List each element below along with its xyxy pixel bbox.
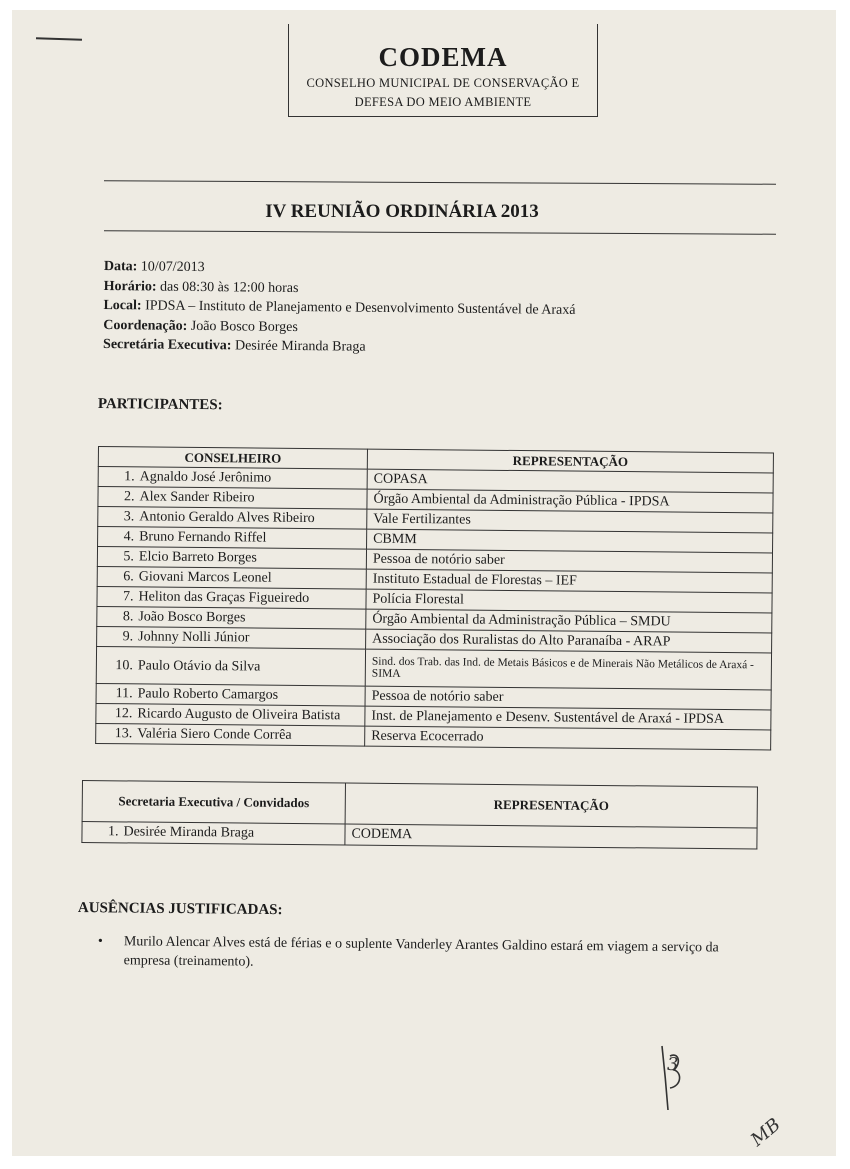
councillor-cell (97, 606, 366, 629)
row-number: 1. (107, 824, 119, 840)
participants-table (95, 446, 774, 750)
councillor-cell (97, 626, 366, 649)
row-number: 2. (123, 489, 135, 505)
representation-cell: Órgão Ambiental da Administração Pública - IPDSA (367, 489, 773, 513)
councillor-name: Paulo Otávio da Silva (137, 657, 261, 675)
guest-name: Desirée Miranda Braga (123, 824, 255, 841)
row-number: 1. (124, 469, 135, 485)
row-number: 3. (123, 509, 135, 525)
councillor-name: Giovani Marcos Leonel (138, 569, 272, 586)
representation-cell: Pessoa de notório saber (365, 686, 771, 710)
guests-table (81, 780, 758, 849)
meeting-info (103, 257, 704, 361)
councillor-cell (96, 703, 365, 726)
councillor-name: João Bosco Borges (138, 609, 246, 626)
bullet-icon: • (97, 933, 103, 950)
row-number: 10. (115, 657, 133, 673)
meeting-time: Horário: das 08:30 às 12:00 horas (103, 278, 299, 296)
councillor-cell (98, 467, 367, 490)
absence-item (98, 932, 738, 977)
representation-cell: Reserva Ecocerrado (365, 726, 771, 750)
councillor-cell (98, 487, 367, 510)
representation-cell: Vale Fertilizantes (367, 509, 773, 533)
row-number: 5. (123, 549, 135, 565)
col-header-guests-representation: REPRESENTAÇÃO (345, 783, 757, 828)
representation-cell: Sind. dos Trab. das Ind. de Metais Básicos e de Minerais Não Metálicos de Araxá - SIMA (365, 649, 771, 690)
councillor-cell (97, 586, 366, 609)
title-rule-top (104, 180, 776, 185)
row-number: 4. (123, 529, 135, 545)
councillor-cell (98, 507, 367, 530)
councillor-name: Elcio Barreto Borges (138, 549, 257, 566)
document-page (12, 10, 836, 1156)
absence-text: Murilo Alencar Alves está de férias e o suplente Vanderley Arantes Galdino estará em viagem a serviço da empresa (treinamento). (123, 934, 719, 970)
councillor-cell (98, 527, 367, 550)
councillor-cell (97, 547, 366, 570)
meeting-location: Local: IPDSA – Instituto de Planejamento e Desenvolvimento Sustentável de Araxá (103, 298, 576, 319)
header-box (288, 24, 598, 117)
participants-table-body (96, 467, 774, 750)
guest-representation-cell: CODEMA (345, 824, 757, 849)
col-header-representation: REPRESENTAÇÃO (367, 449, 773, 473)
absences-heading: AUSÊNCIAS JUSTIFICADAS: (77, 900, 283, 919)
title-rule-bottom (104, 230, 776, 235)
councillor-cell (96, 646, 365, 686)
councillor-name: Valéria Siero Conde Corrêa (137, 726, 292, 743)
row-number: 7. (122, 589, 134, 605)
meeting-date: Data: 10/07/2013 (103, 258, 205, 276)
meeting-secretary: Secretária Executiva: Desirée Miranda Braga (103, 337, 366, 356)
representation-cell: Polícia Florestal (366, 589, 772, 613)
page-title: IV REUNIÃO ORDINÁRIA 2013 (265, 201, 539, 222)
table-row (96, 646, 771, 689)
margin-mark (36, 37, 82, 40)
councillor-name: Heliton das Graças Figueiredo (138, 589, 310, 607)
participants-heading: PARTICIPANTES: (97, 396, 223, 414)
councillor-name: Johnny Nolli Júnior (138, 629, 250, 646)
row-number: 8. (122, 609, 134, 625)
representation-cell: Inst. de Planejamento e Desenv. Sustentável de Araxá - IPDSA (365, 706, 771, 730)
row-number: 13. (114, 726, 133, 742)
col-header-councillor: CONSELHEIRO (98, 447, 367, 470)
representation-cell: CBMM (367, 529, 773, 553)
row-number: 11. (115, 686, 133, 702)
councillor-name: Ricardo Augusto de Oliveira Batista (137, 706, 341, 724)
councillor-name: Bruno Fernando Riffel (139, 529, 267, 546)
councillor-name: Agnaldo José Jerônimo (139, 469, 272, 486)
row-number: 9. (122, 629, 134, 645)
councillor-name: Alex Sander Ribeiro (139, 489, 255, 506)
representation-cell: Órgão Ambiental da Administração Pública – SMDU (366, 609, 772, 633)
row-number: 6. (123, 569, 134, 585)
councillor-name: Antonio Geraldo Alves Ribeiro (139, 509, 315, 527)
councillor-name: Paulo Roberto Camargos (137, 686, 279, 703)
councillor-cell (97, 566, 366, 589)
rubric-initials: MB (746, 1114, 785, 1151)
meeting-coordination: Coordenação: João Bosco Borges (103, 317, 298, 335)
org-name: CODEMA (378, 42, 508, 72)
representation-cell: Instituto Estadual de Florestas – IEF (366, 569, 772, 593)
col-header-guests: Secretaria Executiva / Convidados (82, 781, 345, 825)
org-subtitle-line2: DEFESA DO MEIO AMBIENTE (354, 95, 532, 109)
row-number: 12. (114, 706, 133, 722)
councillor-cell (96, 723, 365, 746)
representation-cell: COPASA (367, 469, 773, 493)
org-subtitle-line1: CONSELHO MUNICIPAL DE CONSERVAÇÃO E (306, 76, 580, 90)
page-mark: 3 (667, 1054, 679, 1075)
councillor-cell (96, 683, 365, 706)
guest-cell (82, 822, 345, 846)
representation-cell: Associação dos Ruralistas do Alto Paranaíba - ARAP (366, 629, 772, 653)
representation-cell: Pessoa de notório saber (366, 549, 772, 573)
